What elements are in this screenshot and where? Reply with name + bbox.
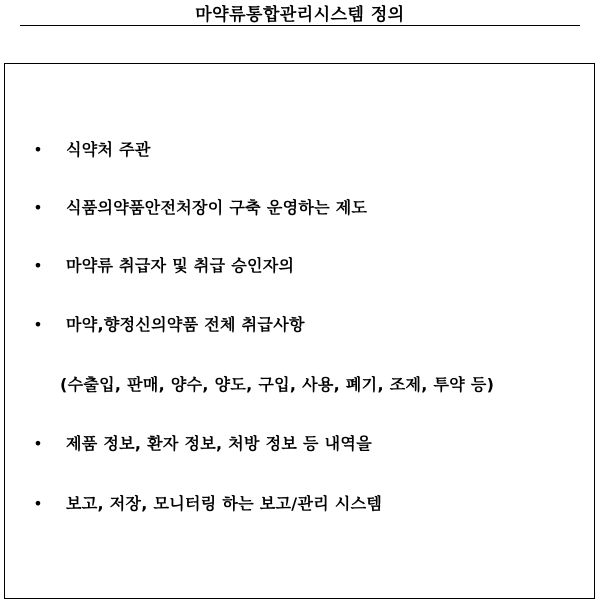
list-item-text: 제품 정보, 환자 정보, 처방 정보 등 내역을 xyxy=(66,434,372,453)
list-item-text: 식약처 주관 xyxy=(66,140,151,159)
bullet-icon: • xyxy=(33,315,43,334)
bullet-icon: • xyxy=(33,140,43,159)
bullet-icon: • xyxy=(33,494,43,513)
bullet-icon: • xyxy=(33,198,43,217)
list-item-text: 마약류 취급자 및 취급 승인자의 xyxy=(66,256,295,275)
bullet-icon: • xyxy=(33,434,43,453)
title-underline xyxy=(20,25,580,26)
list-item-text: 식품의약품안전처장이 구축 운영하는 제도 xyxy=(66,198,368,217)
bullet-icon: • xyxy=(33,256,43,275)
list-item-text: 보고, 저장, 모니터링 하는 보고/관리 시스템 xyxy=(66,494,383,513)
page-title: 마약류통합관리시스템 정의 xyxy=(195,5,405,25)
handling-activities-text: (수출입, 판매, 양수, 양도, 구입, 사용, 폐기, 조제, 투약 등) xyxy=(60,375,495,394)
definition-box xyxy=(4,63,595,599)
list-item-text: 마약,향정신의약품 전체 취급사항 xyxy=(66,315,305,334)
